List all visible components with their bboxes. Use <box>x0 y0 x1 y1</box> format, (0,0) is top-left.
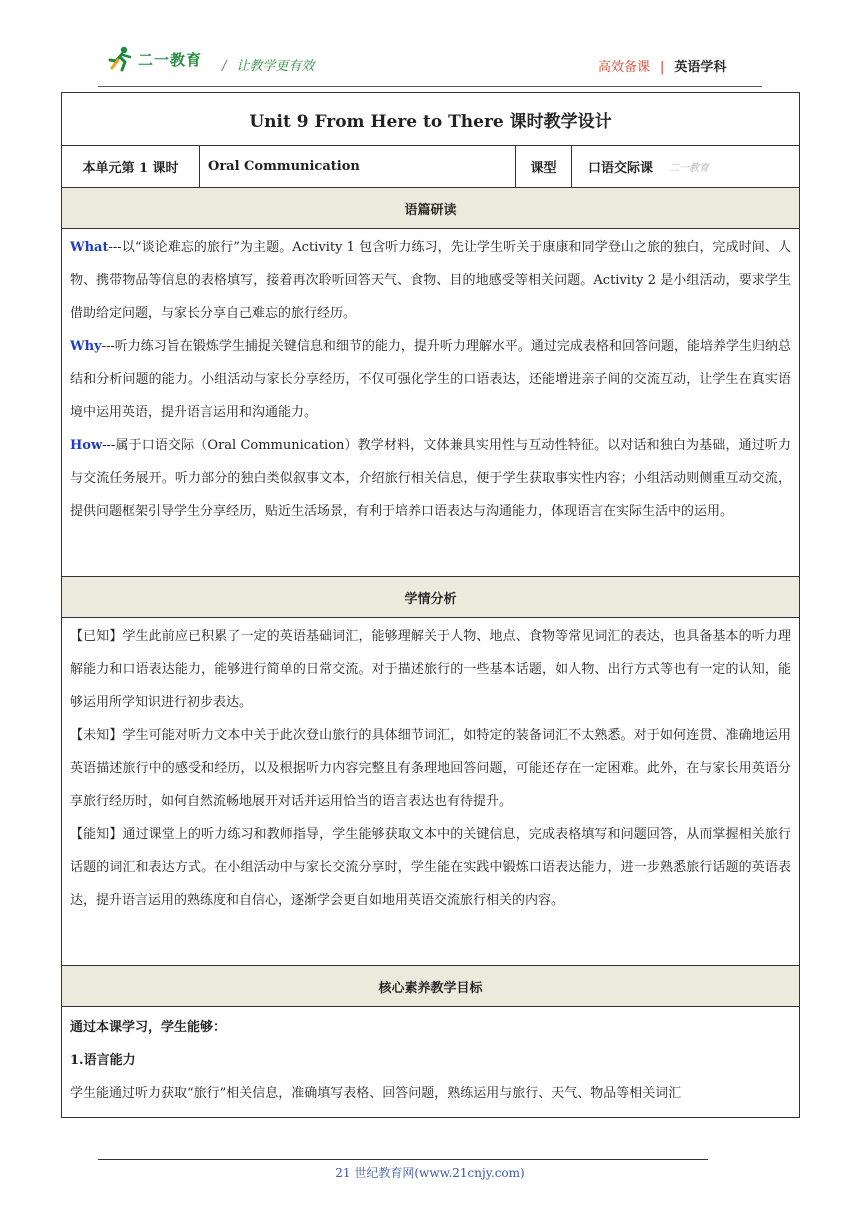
header-divider: | <box>660 60 665 75</box>
slogan-text: 让教学更有效 <box>236 59 315 74</box>
slogan <box>222 55 314 74</box>
lesson-number: 本单元第 1 课时 <box>62 146 200 187</box>
why-keyword: Why <box>70 339 102 354</box>
header-rule <box>98 86 762 87</box>
known-paragraph: 【已知】学生此前应已积累了一定的英语基础词汇，能够理解关于人物、地点、食物等常见词汇的表达，也具备基本的听力理解能力和口语表达能力，能够进行简单的日常交流。对于描述旅行的一些基本话题，如人物、出行方式等也有一定的认知，能够运用所学知识进行初步表达。 <box>70 629 791 710</box>
goal-item-1-text: 学生能通过听力获取“旅行”相关信息，准确填写表格、回答问题，熟练运用与旅行、天气、物品等相关词汇 <box>70 1086 682 1101</box>
why-text: ---听力练习旨在锻炼学生捕捉关键信息和细节的能力，提升听力理解水平。通过完成表格和回答问题，能培养学生归纳总结和分析问题的能力。小组活动与家长分享经历，不仅可强化学生的口语表达，还能增进亲子间的交流互动，让学生在真实语境中运用英语，提升语言运用和沟通能力。 <box>70 339 791 420</box>
section-body-goals <box>62 1007 799 1117</box>
logo-text: 二一教育 <box>138 50 203 69</box>
why-paragraph <box>70 330 791 429</box>
section-body-analysis <box>62 618 799 966</box>
section-heading-reading: 语篇研读 <box>62 188 799 229</box>
type-label: 课型 <box>516 146 572 187</box>
info-row <box>62 146 799 188</box>
section-heading-goals: 核心素养教学目标 <box>62 966 799 1007</box>
what-text: ---以“谈论难忘的旅行”为主题。Activity 1 包含听力练习，先让学生听关于康康和同学登山之旅的独白，完成时间、人物、携带物品等信息的表格填写，接着再次聆听回答天气、食物、目的地感受等相关问题。Activity 2 是小组活动，要求学生借助给定问题，与家长分享自己难忘的旅行经历。 <box>70 240 791 321</box>
page-header <box>0 0 860 90</box>
header-tag-prep: 高效备课 <box>598 60 651 75</box>
lesson-plan-table <box>61 92 800 1118</box>
unknown-paragraph: 【未知】学生可能对听力文本中关于此次登山旅行的具体细节词汇，如特定的装备词汇不太熟悉。对于如何连贯、准确地运用英语描述旅行中的感受和经历，以及根据听力内容完整且有条理地回答问题，可能还存在一定困难。此外，在与家长用英语分享旅行经历时，如何自然流畅地展开对话并运用恰当的语言表达也有待提升。 <box>70 728 791 809</box>
watermark: 二一教育 <box>669 163 710 174</box>
section-body-reading <box>62 229 799 577</box>
runner-logo-icon <box>106 46 134 72</box>
able-paragraph: 【能知】通过课堂上的听力练习和教师指导，学生能够获取文本中的关键信息，完成表格填写和问题回答，从而掌握相关旅行话题的词汇和表达方式。在小组活动中与家长交流分享时，学生能在实践中锻炼口语表达能力，进一步熟悉旅行话题的英语表达，提升语言运用的熟练度和自信心，逐渐学会更自如地用英语交流旅行相关的内容。 <box>70 827 791 908</box>
how-text: ---属于口语交际（Oral Communication）教学材料，文体兼具实用性与互动性特征。以对话和独白为基础，通过听力与交流任务展开。听力部分的独白类似叙事文本，介绍旅行相关信息，便于学生获取事实性内容；小组活动则侧重互动交流，提供问题框架引导学生分享经历，贴近生活场景，有利于培养口语表达与沟通能力，体现语言在实际生活中的运用。 <box>70 438 791 519</box>
how-paragraph <box>70 429 791 528</box>
header-subject <box>598 56 726 75</box>
footer-text[interactable]: 21 世纪教育网(www.21cnjy.com) <box>335 1166 525 1180</box>
lesson-topic: Oral Communication <box>200 146 516 187</box>
type-value-cell <box>572 146 799 187</box>
doc-title: Unit 9 From Here to There 课时教学设计 <box>62 93 799 146</box>
header-tag-subject: 英语学科 <box>674 60 727 75</box>
type-value: 口语交际课 <box>588 161 654 176</box>
how-keyword: How <box>70 438 103 453</box>
section-heading-analysis: 学情分析 <box>62 577 799 618</box>
goal-item-1-title: 1.语言能力 <box>70 1053 136 1068</box>
what-paragraph <box>70 231 791 330</box>
goals-intro: 通过本课学习，学生能够： <box>70 1020 227 1035</box>
what-keyword: What <box>70 240 109 255</box>
footer-rule <box>98 1159 708 1160</box>
logo <box>106 46 202 72</box>
slogan-separator: / <box>222 59 227 74</box>
